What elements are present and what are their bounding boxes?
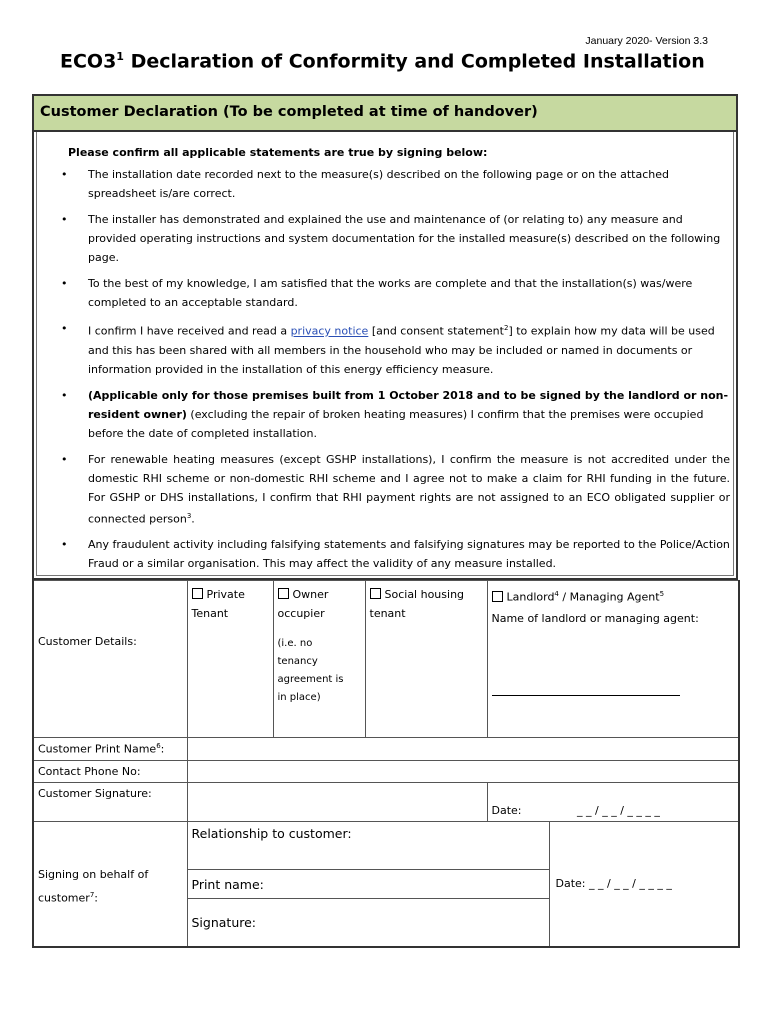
option-landlord[interactable]: Landlord$^4$ / Managing Agent$^5$ Name of landlord or managing agent: — [487, 581, 739, 738]
behalf-print-name-field[interactable]: Print name: — [187, 870, 549, 899]
list-item: • The installer has demonstrated and explained the use and maintenance of (or relating to) any measure and provided operating instructions and system documentation for the installed measure(s) described on the following page. — [68, 210, 736, 267]
footnote-ref: 1 — [116, 50, 124, 63]
behalf-signature-field[interactable]: Signature: — [187, 899, 549, 947]
statement-list — [68, 165, 736, 573]
relationship-field[interactable]: Relationship to customer: — [187, 822, 549, 870]
print-name-field[interactable] — [187, 738, 739, 761]
signature-field[interactable] — [187, 783, 487, 822]
document-title — [60, 50, 705, 72]
declaration-statements — [32, 132, 738, 580]
phone-label: Contact Phone No: — [33, 761, 187, 783]
privacy-notice-link[interactable]: privacy notice — [290, 324, 369, 338]
intro-text: Please confirm all applicable statements are true by signing below: — [68, 146, 488, 159]
landlord-name-field[interactable] — [492, 694, 680, 696]
checkbox[interactable] — [192, 588, 203, 599]
owner-note: (i.e. no tenancy agreement is in place) — [277, 638, 344, 703]
option-owner-occupier[interactable]: Owner occupier (i.e. no tenancy agreement is in place) — [273, 581, 365, 738]
checkbox[interactable] — [370, 588, 381, 599]
list-item: • To the best of my knowledge, I am satisfied that the works are complete and that the installation(s) was/were completed to an acceptable standard. — [68, 274, 736, 312]
print-name-label: Customer Print Name$^6$: — [33, 738, 187, 761]
option-social-housing[interactable]: Social housing tenant — [365, 581, 487, 738]
date-field[interactable]: _ _ / _ _ / _ _ _ _ — [549, 783, 739, 822]
checkbox[interactable] — [278, 588, 289, 599]
landlord-name-label: Name of landlord or managing agent: — [491, 611, 699, 625]
version-label: January 2020- Version 3.3 — [585, 35, 708, 47]
list-item: • I confirm I have received and read a privacy notice [and consent statement$^2$] to explain how my data will be used and this has been shared with all members in the household who may be included or named in documents or information provided in the installation of this energy efficiency measure. — [68, 319, 736, 379]
customer-details-table — [32, 580, 740, 948]
signature-label: Customer Signature: — [33, 783, 187, 822]
list-item: • For renewable heating measures (except GSHP installations), I confirm the measure is not accredited under the domestic RHI scheme or non-domestic RHI scheme and I agree not to make a claim for RHI funding in the future. For GSHP or DHS installations, I confirm that RHI payment rights are not assigned to an ECO obligated supplier or connected person$^3$. — [68, 450, 736, 529]
title-text: ECO3 — [60, 50, 117, 73]
option-private-tenant[interactable]: Private Tenant — [187, 581, 273, 738]
date-label: Date: — [487, 783, 549, 822]
behalf-date-field[interactable]: Date: _ _ / _ _ / _ _ _ _ — [549, 822, 739, 947]
customer-details-label: Customer Details: — [33, 581, 187, 738]
checkbox[interactable] — [492, 591, 503, 602]
list-item: • Any fraudulent activity including falsifying statements and falsifying signatures may be reported to the Police/Action Fraud or a similar organisation. This may affect the validity of any measure installed. — [68, 535, 736, 573]
list-item: • (Applicable only for those premises built from 1 October 2018 and to be signed by the landlord or non-resident owner) (excluding the repair of broken heating measures) I confirm that the premises were occupied before the date of completed installation. — [68, 386, 736, 443]
declaration-form — [32, 94, 738, 948]
title-text-rest: Declaration of Conformity and Completed Installation — [123, 50, 705, 73]
list-item: • The installation date recorded next to the measure(s) described on the following page or on the attached spreadsheet is/are correct. — [68, 165, 736, 203]
behalf-label: Signing on behalf of customer$^7$: — [33, 822, 187, 947]
phone-field[interactable] — [187, 761, 739, 783]
section-heading: Customer Declaration (To be completed at time of handover) — [32, 94, 738, 132]
